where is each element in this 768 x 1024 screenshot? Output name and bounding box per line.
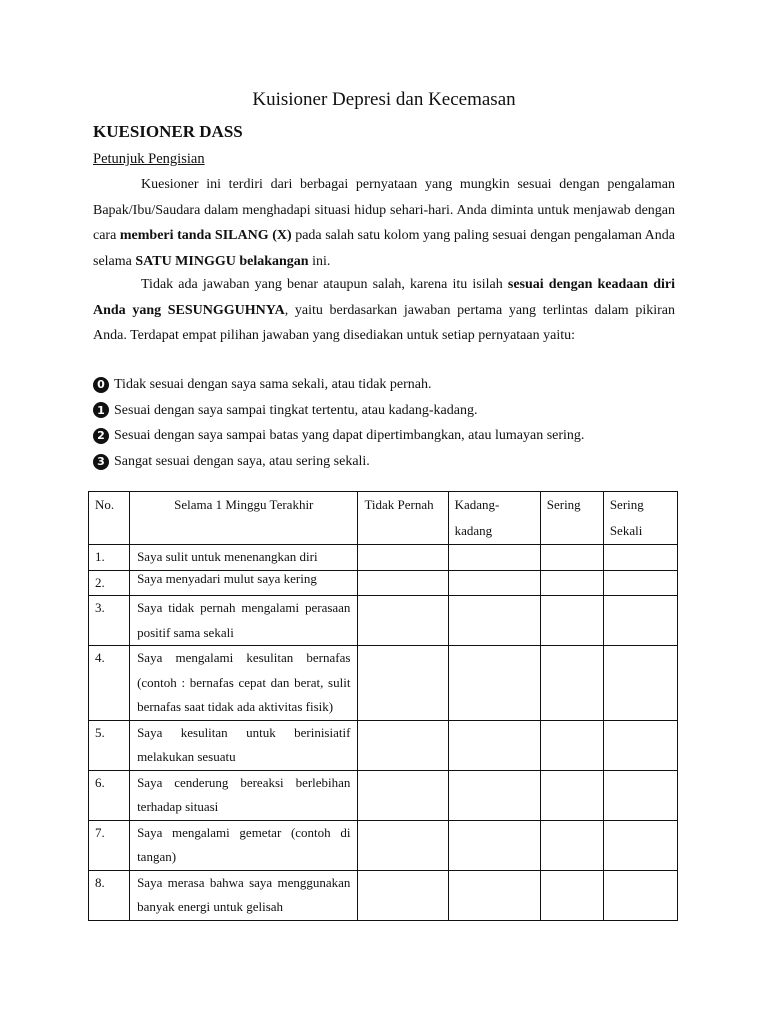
paragraph-text: Kuesioner ini terdiri dari berbagai pernyataan yang mungkin sesuai dengan pengalaman Bapak/Ibu/Saudara dalam menghadapi situasi hidup sehari-hari. Anda diminta untuk menjawab dengan cara — [93, 177, 675, 244]
answer-cell-very-often[interactable] — [603, 646, 677, 721]
answer-cell-sometimes[interactable] — [448, 720, 540, 770]
paragraph-text: pada salah satu kolom yang paling sesuai dengan pengalaman Anda selama — [93, 228, 675, 269]
answer-cell-sometimes[interactable] — [448, 596, 540, 646]
number-circle-icon: 0 — [93, 377, 109, 393]
statement-cell: Saya kesulitan untuk berinisiatif melakukan sesuatu — [130, 720, 358, 770]
questionnaire-heading: KUESIONER DASS — [93, 122, 243, 141]
column-header-sometimes: Kadang-kadang — [448, 492, 540, 545]
statement-cell: Saya mengalami gemetar (contoh di tangan) — [130, 820, 358, 870]
row-number: 5. — [89, 720, 130, 770]
questionnaire-table — [88, 491, 678, 921]
instructions-heading: Petunjuk Pengisian — [93, 151, 205, 167]
paragraph-bold-text: memberi tanda SILANG (X) — [119, 228, 292, 244]
answer-cell-often[interactable] — [540, 646, 603, 721]
column-header-very-often: Sering Sekali — [603, 492, 677, 545]
answer-cell-sometimes[interactable] — [448, 870, 540, 920]
table-row — [89, 720, 678, 770]
number-circle-icon: 2 — [93, 428, 109, 444]
table-row — [89, 820, 678, 870]
answer-cell-often[interactable] — [540, 570, 603, 596]
answer-cell-very-often[interactable] — [603, 820, 677, 870]
answer-cell-sometimes[interactable] — [448, 820, 540, 870]
table-row — [89, 545, 678, 571]
table-row — [89, 596, 678, 646]
table-row — [89, 770, 678, 820]
row-number: 3. — [89, 596, 130, 646]
row-number: 2. — [89, 570, 130, 596]
number-circle-icon: 1 — [93, 402, 109, 418]
table-row — [89, 870, 678, 920]
number-circle-icon: 3 — [93, 454, 109, 470]
statement-cell: Saya mengalami kesulitan bernafas (contoh : bernafas cepat dan berat, sulit bernafas saat tidak ada aktivitas fisik) — [130, 646, 358, 721]
paragraph-text: ini. — [308, 253, 331, 269]
paragraph-bold-text: SATU MINGGU belakangan — [135, 253, 309, 269]
answer-cell-sometimes[interactable] — [448, 545, 540, 571]
instructions-paragraph-1 — [93, 172, 675, 274]
paragraph-text: Tidak ada jawaban yang benar ataupun salah, karena itu isilah — [141, 277, 508, 292]
answer-cell-very-often[interactable] — [603, 770, 677, 820]
table-row — [89, 570, 678, 596]
answer-cell-sometimes[interactable] — [448, 646, 540, 721]
answer-option-text: Sesuai dengan saya sampai batas yang dapat dipertimbangkan, atau lumayan sering. — [114, 428, 585, 444]
answer-option — [93, 423, 584, 449]
statement-cell: Saya tidak pernah mengalami perasaan positif sama sekali — [130, 596, 358, 646]
answer-option-text: Sangat sesuai dengan saya, atau sering sekali. — [114, 453, 370, 469]
row-number: 8. — [89, 870, 130, 920]
paragraph-text: , yaitu berdasarkan jawaban pertama yang terlintas dalam pikiran Anda. Terdapat empat pilihan jawaban yang disediakan untuk setiap pernyataan yaitu: — [93, 302, 675, 344]
answer-cell-sometimes[interactable] — [448, 770, 540, 820]
answer-cell-never[interactable] — [358, 570, 448, 596]
statement-cell: Saya merasa bahwa saya menggunakan banyak energi untuk gelisah — [130, 870, 358, 920]
answer-cell-never[interactable] — [358, 646, 448, 721]
document-title: Kuisioner Depresi dan Kecemasan — [252, 89, 516, 110]
answer-cell-very-often[interactable] — [603, 545, 677, 571]
row-number: 4. — [89, 646, 130, 721]
answer-cell-often[interactable] — [540, 870, 603, 920]
table-row — [89, 646, 678, 721]
answer-cell-very-often[interactable] — [603, 570, 677, 596]
answer-cell-very-often[interactable] — [603, 870, 677, 920]
answer-cell-often[interactable] — [540, 820, 603, 870]
answer-cell-never[interactable] — [358, 720, 448, 770]
answer-cell-never[interactable] — [358, 545, 448, 571]
answer-cell-never[interactable] — [358, 770, 448, 820]
answer-cell-never[interactable] — [358, 820, 448, 870]
row-number: 7. — [89, 820, 130, 870]
statement-cell: Saya sulit untuk menenangkan diri — [130, 545, 358, 571]
answer-cell-often[interactable] — [540, 545, 603, 571]
column-header-no: No. — [89, 492, 130, 545]
answer-cell-very-often[interactable] — [603, 720, 677, 770]
answer-cell-often[interactable] — [540, 596, 603, 646]
answer-cell-never[interactable] — [358, 870, 448, 920]
answer-option — [93, 398, 584, 424]
statement-cell: Saya menyadari mulut saya kering — [130, 570, 358, 596]
answer-cell-never[interactable] — [358, 596, 448, 646]
answer-options-list — [93, 372, 584, 474]
answer-cell-often[interactable] — [540, 770, 603, 820]
answer-option — [93, 449, 584, 475]
table-header-row — [89, 492, 678, 545]
answer-option — [93, 372, 584, 398]
column-header-often: Sering — [540, 492, 603, 545]
paragraph-bold-text: sesuai dengan keadaan diri Anda yang SESUNGGUHNYA — [93, 277, 675, 318]
answer-cell-very-often[interactable] — [603, 596, 677, 646]
answer-cell-often[interactable] — [540, 720, 603, 770]
column-header-never: Tidak Pernah — [358, 492, 448, 545]
statement-cell: Saya cenderung bereaksi berlebihan terhadap situasi — [130, 770, 358, 820]
row-number: 1. — [89, 545, 130, 571]
answer-option-text: Tidak sesuai dengan saya sama sekali, atau tidak pernah. — [114, 377, 432, 392]
answer-cell-sometimes[interactable] — [448, 570, 540, 596]
answer-option-text: Sesuai dengan saya sampai tingkat tertentu, atau kadang-kadang. — [114, 402, 478, 418]
row-number: 6. — [89, 770, 130, 820]
instructions-paragraph-2 — [93, 272, 675, 349]
column-header-statement: Selama 1 Minggu Terakhir — [130, 492, 358, 545]
